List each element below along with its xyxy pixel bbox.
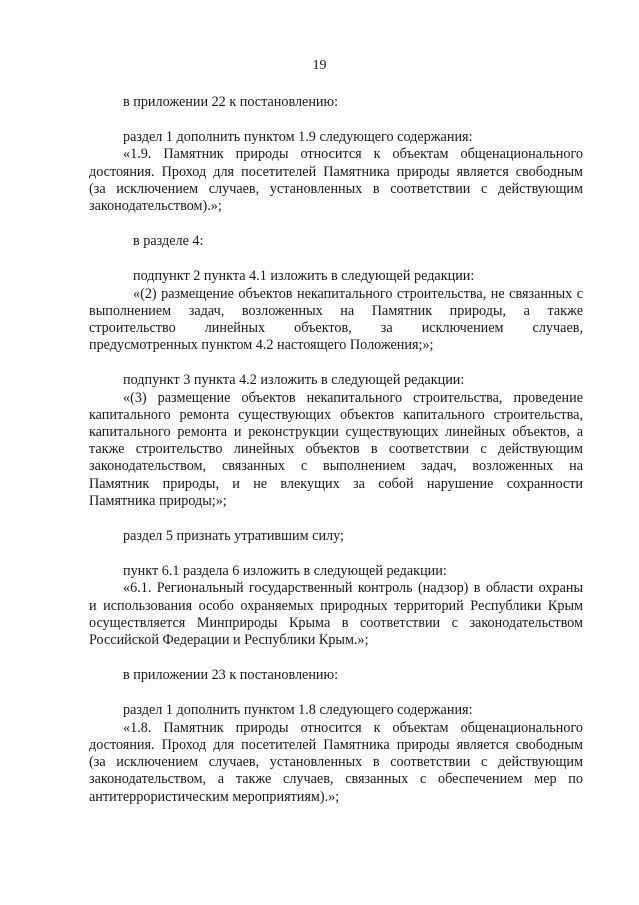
paragraph-line: пункт 6.1 раздела 6 изложить в следующей редакции: bbox=[123, 563, 447, 580]
section-heading: в приложении 22 к постановлению: bbox=[123, 94, 339, 110]
section-heading: в разделе 4: bbox=[133, 233, 204, 250]
paragraph-line: «6.1. Региональный государственный контроль (надзор) в области охраны bbox=[123, 580, 583, 597]
document-body bbox=[89, 94, 583, 806]
paragraph-line: (за исключением случаев, установленных в соответствии с действующим bbox=[89, 180, 583, 197]
paragraph-line: «1.8. Памятник природы относится к объектам общенационального bbox=[123, 719, 583, 736]
paragraph-line: капитального ремонта и реконструкции существующих линейных объектов, а bbox=[89, 424, 583, 441]
paragraph-line: «(2) размещение объектов некапитального строительства, не связанных с bbox=[133, 285, 583, 302]
paragraph-line: предусмотренных пунктом 4.2 настоящего Положения;»; bbox=[89, 337, 434, 354]
page-number: 19 bbox=[312, 58, 327, 73]
paragraph-line: Памятника природы;»; bbox=[89, 492, 227, 509]
paragraph-line: Памятник природы, и не влекущих за собой нарушение сохранности bbox=[89, 475, 583, 492]
paragraph-line: раздел 1 дополнить пунктом 1.8 следующего содержания: bbox=[123, 702, 473, 719]
paragraph-line: достояния. Проход для посетителей Памятника природы является свободным bbox=[89, 736, 583, 753]
paragraph-line: осуществляется Минприроды Крыма в соответствии с законодательством bbox=[89, 614, 583, 631]
paragraph-line: подпункт 2 пункта 4.1 изложить в следующей редакции: bbox=[133, 268, 475, 285]
paragraph-line: раздел 1 дополнить пунктом 1.9 следующего содержания: bbox=[123, 129, 473, 146]
paragraph-line: также строительство линейных объектов в соответствии с действующим bbox=[89, 441, 583, 458]
paragraph-line: капитального ремонта существующих объектов капитального строительства, bbox=[89, 406, 583, 423]
paragraph-line: (за исключением случаев, установленных в соответствии с действующим bbox=[89, 754, 583, 771]
paragraph-line: раздел 5 признать утратившим силу; bbox=[123, 528, 344, 545]
paragraph-line: выполнением задач, возложенных на Памятник природы, а также bbox=[89, 302, 583, 319]
paragraph-line: антитеррористическим мероприятиям).»; bbox=[89, 788, 340, 805]
paragraph-line: «1.9. Памятник природы относится к объектам общенационального bbox=[123, 146, 583, 163]
paragraph-line: достояния. Проход для посетителей Памятника природы является свободным bbox=[89, 163, 583, 180]
section-heading: в приложении 23 к постановлению: bbox=[123, 667, 339, 684]
paragraph-line: строительство линейных объектов, за исключением случаев, bbox=[89, 320, 583, 337]
paragraph-line: «(3) размещение объектов некапитального строительства, проведение bbox=[123, 389, 583, 406]
paragraph-line: законодательством, а также случаев, связанных с обеспечением мер по bbox=[89, 771, 583, 788]
paragraph-line: законодательством).»; bbox=[89, 198, 222, 215]
paragraph-line: законодательством, связанных с выполнением задач, возложенных на bbox=[89, 458, 583, 475]
paragraph-line: подпункт 3 пункта 4.2 изложить в следующей редакции: bbox=[123, 372, 465, 389]
paragraph-line: Российской Федерации и Республики Крым.»; bbox=[89, 632, 369, 649]
paragraph-line: и использования особо охраняемых природных территорий Республики Крым bbox=[89, 597, 583, 614]
